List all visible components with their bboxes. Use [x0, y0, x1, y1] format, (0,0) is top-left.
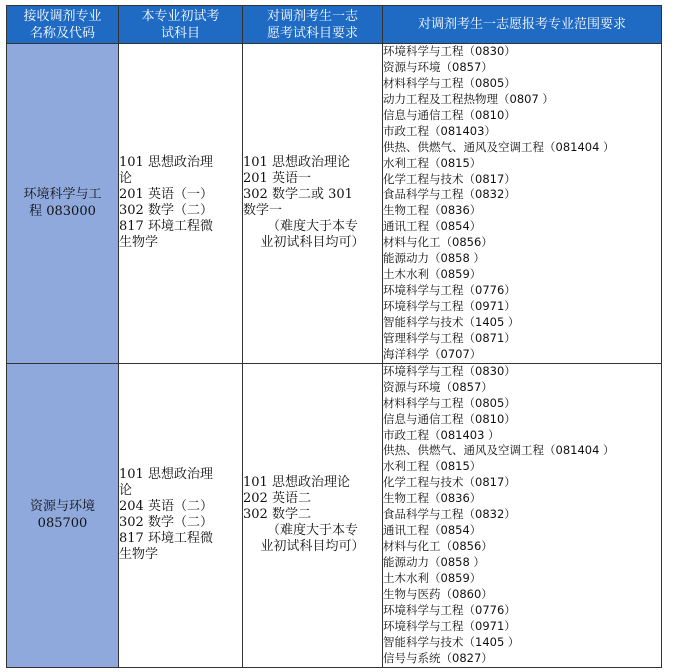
list-item: 水利工程（0815） — [383, 155, 482, 170]
list-item: 材料与化工（0856） — [383, 539, 493, 554]
list-item: 水利工程（0815） — [383, 459, 482, 474]
list-item: 信息与通信工程（0810） — [383, 107, 516, 122]
header-major: 接收调剂专业 名称及代码 — [7, 6, 119, 44]
list-item: 智能科学与技术（1405 ） — [383, 634, 520, 649]
list-item: 供热、供燃气、通风及空调工程（081404 ） — [383, 139, 615, 154]
list-item: 动力工程及工程热物理（0807 ） — [383, 91, 554, 106]
table-row — [7, 363, 662, 667]
list-item: 环境科学与工程（0971） — [383, 299, 516, 313]
scope-list — [383, 44, 661, 363]
list-item: 环境科学与工程（0971） — [383, 618, 516, 633]
list-item: 管理科学与工程（0871） — [383, 330, 516, 345]
header-own-subjects: 本专业初试考 试科目 — [119, 6, 243, 44]
own-subjects-cell: 101 思想政治理 论 204 英语（二） 302 数学（二） 817 环境工程微 生物学 — [119, 363, 243, 667]
header-subject-requirements: 对调剂考生一志 愿考试科目要求 — [243, 6, 383, 44]
list-item: 环境科学与工程（0776） — [383, 283, 516, 298]
list-item: 环境科学与工程（0830） — [383, 44, 516, 58]
scope-list — [383, 364, 661, 667]
adjustment-table — [6, 5, 662, 668]
list-item: 材料科学与工程（0805） — [383, 395, 516, 410]
list-item: 食品科学与工程（0832） — [383, 187, 516, 202]
major-scope-cell — [383, 363, 662, 667]
list-item: 材料与化工（0856） — [383, 235, 493, 250]
list-item: 通讯工程（0854） — [383, 219, 482, 234]
list-item: 生物工程（0836） — [383, 203, 482, 218]
list-item: 能源动力（0858 ） — [383, 251, 485, 266]
list-item: 化学工程与技术（0817） — [383, 475, 516, 490]
list-item: 土木水利（0859） — [383, 267, 482, 282]
list-item: 环境科学与工程（0830） — [383, 363, 516, 378]
major-name-cell: 环境科学与工 程 083000 — [7, 44, 119, 364]
list-item: 资源与环境（0857） — [383, 379, 493, 394]
list-item: 通讯工程（0854） — [383, 523, 482, 538]
header-row — [7, 6, 662, 44]
list-item: 土木水利（0859） — [383, 570, 482, 585]
list-item: 市政工程（081403 ） — [383, 427, 500, 442]
table-row — [7, 44, 662, 364]
list-item: 供热、供燃气、通风及空调工程（081404 ） — [383, 443, 615, 458]
list-item: 市政工程（081403） — [383, 123, 496, 138]
list-item: 智能科学与技术（1405 ） — [383, 314, 520, 329]
major-scope-cell — [383, 44, 662, 364]
own-subjects-cell: 101 思想政治理 论 201 英语（一） 302 数学（二） 817 环境工程微 生物学 — [119, 44, 243, 364]
list-item: 材料科学与工程（0805） — [383, 75, 516, 90]
list-item: 环境科学与工程（0776） — [383, 602, 516, 617]
list-item: 资源与环境（0857） — [383, 59, 493, 74]
list-item: 信息与通信工程（0810） — [383, 411, 516, 426]
list-item: 能源动力（0858 ） — [383, 555, 485, 569]
list-item: 生物工程（0836） — [383, 491, 482, 506]
list-item: 信号与系统（0827） — [383, 650, 493, 665]
list-item: 食品科学与工程（0832） — [383, 507, 516, 522]
list-item: 化学工程与技术（0817） — [383, 171, 516, 186]
subject-requirements-cell: 101 思想政治理论 201 英语一 302 数学二或 301 数学一 （难度大于本专 业初试科目均可） — [243, 44, 383, 364]
major-name-cell: 资源与环境 085700 — [7, 363, 119, 667]
header-major-scope: 对调剂考生一志愿报考专业范围要求 — [383, 6, 662, 44]
list-item: 生物与医药（0860） — [383, 586, 493, 601]
subject-requirements-cell: 101 思想政治理论 202 英语二 302 数学二 （难度大于本专 业初试科目均可） — [243, 363, 383, 667]
list-item: 海洋科学（0707） — [383, 346, 482, 361]
